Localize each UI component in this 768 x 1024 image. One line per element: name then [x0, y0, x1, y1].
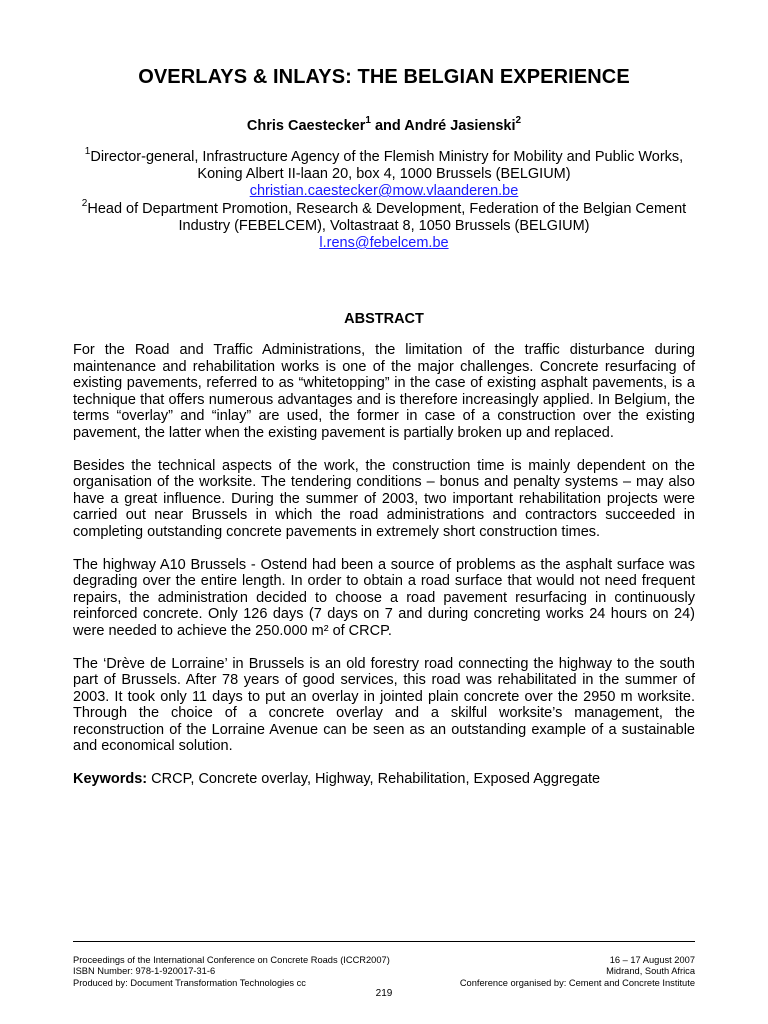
abstract-paragraph-1: For the Road and Traffic Administrations, the limitation of the traffic disturbance during maintenance and rehabilitation works is one of the major challenges. Concrete resurfacing of existing pavements, referred to as “whitetopping” in the case of existing asphalt pavements, is a technique that offers numerous advantages and is therefore increasingly applied. In Belgium, the terms “overlay” and “inlay” are used, the former in case of a construction over the existing pavement, the latter when the existing pavement is partially broken up and replaced. — [73, 342, 695, 441]
affiliation-1 — [70, 146, 698, 200]
author-2-superscript: 2 — [515, 115, 522, 127]
abstract-paragraph-2: Besides the technical aspects of the work, the construction time is mainly dependent on the organisation of the worksite. The tendering conditions – bonus and penalty systems – may also have a great influence. During the summer of 2003, two important rehabilitation projects were carried out near Brussels in which the road administrations and contractors succeeded in completing outstanding concrete pavements in extremely short construction times. — [73, 457, 695, 540]
keywords-label: Keywords: — [73, 771, 148, 788]
affiliation-2-email-link[interactable]: l.rens@febelcem.be — [319, 235, 449, 251]
affiliation-1-superscript: 1 — [84, 146, 91, 158]
affiliation-1-email-link[interactable]: christian.caestecker@mow.vlaanderen.be — [249, 183, 519, 199]
footer-location: Midrand, South Africa — [606, 966, 695, 977]
footer — [73, 955, 695, 989]
paper-title: OVERLAYS & INLAYS: THE BELGIAN EXPERIENCE — [138, 66, 630, 88]
author-1-superscript: 1 — [365, 115, 371, 127]
page-number: 219 — [375, 988, 393, 999]
author-1: Chris Caestecker — [246, 118, 366, 134]
footer-divider — [73, 941, 695, 942]
footer-isbn: ISBN Number: 978-1-920017-31-6 — [73, 966, 216, 977]
abstract-paragraph-3: The highway A10 Brussels - Ostend had been a source of problems as the asphalt surface was degrading over the entire length. In order to obtain a road surface that would not need frequent repairs, the administration decided to choose a road pavement resurfacing in continuously reinforced concrete. Only 126 days (7 days on 7 and during concreting works 24 hours on 24) were needed to achieve the 250.000 m² of CRCP. — [73, 556, 695, 639]
keywords-text: CRCP, Concrete overlay, Highway, Rehabilitation, Exposed Aggregate — [147, 771, 601, 788]
footer-proceedings: Proceedings of the International Conference on Concrete Roads (ICCR2007) — [73, 955, 390, 965]
author-connector: and — [370, 118, 405, 134]
abstract-paragraph-4: The ‘Drève de Lorraine’ in Brussels is an old forestry road connecting the highway to the south part of Brussels. After 78 years of good services, this road was rehabilitated in the summer of 2003. It took only 11 days to put an overlay in jointed plain concrete over the 2950 m worksite. Through the choice of a concrete overlay and a skilful worksite’s management, the reconstruction of the Lorraine Avenue can be seen as an outstanding example of a sustainable and economical solution. — [73, 655, 695, 755]
affiliation-2-superscript: 2 — [81, 198, 88, 210]
footer-organiser: Conference organised by: Cement and Concrete Institute — [459, 977, 695, 988]
author-line — [0, 115, 768, 134]
footer-dates: 16 – 17 August 2007 — [609, 955, 695, 965]
keywords-line — [73, 771, 695, 788]
affiliation-2 — [70, 198, 698, 252]
footer-producer: Produced by: Document Transformation Technologies cc — [73, 977, 306, 988]
affiliation-1-text: Director-general, Infrastructure Agency of the Flemish Ministry for Mobility and Public Works, Koning Albert II-laan 20, box 4, 1000 Brussels (BELGIUM) — [90, 149, 684, 182]
affiliation-2-text: Head of Department Promotion, Research & Development, Federation of the Belgian Cement Industry (FEBELCEM), Voltastraat 8, 1050 Brussels (BELGIUM) — [87, 201, 687, 234]
abstract-body — [73, 342, 695, 804]
author-2: André Jasienski — [404, 118, 516, 134]
abstract-heading: ABSTRACT — [344, 311, 424, 327]
